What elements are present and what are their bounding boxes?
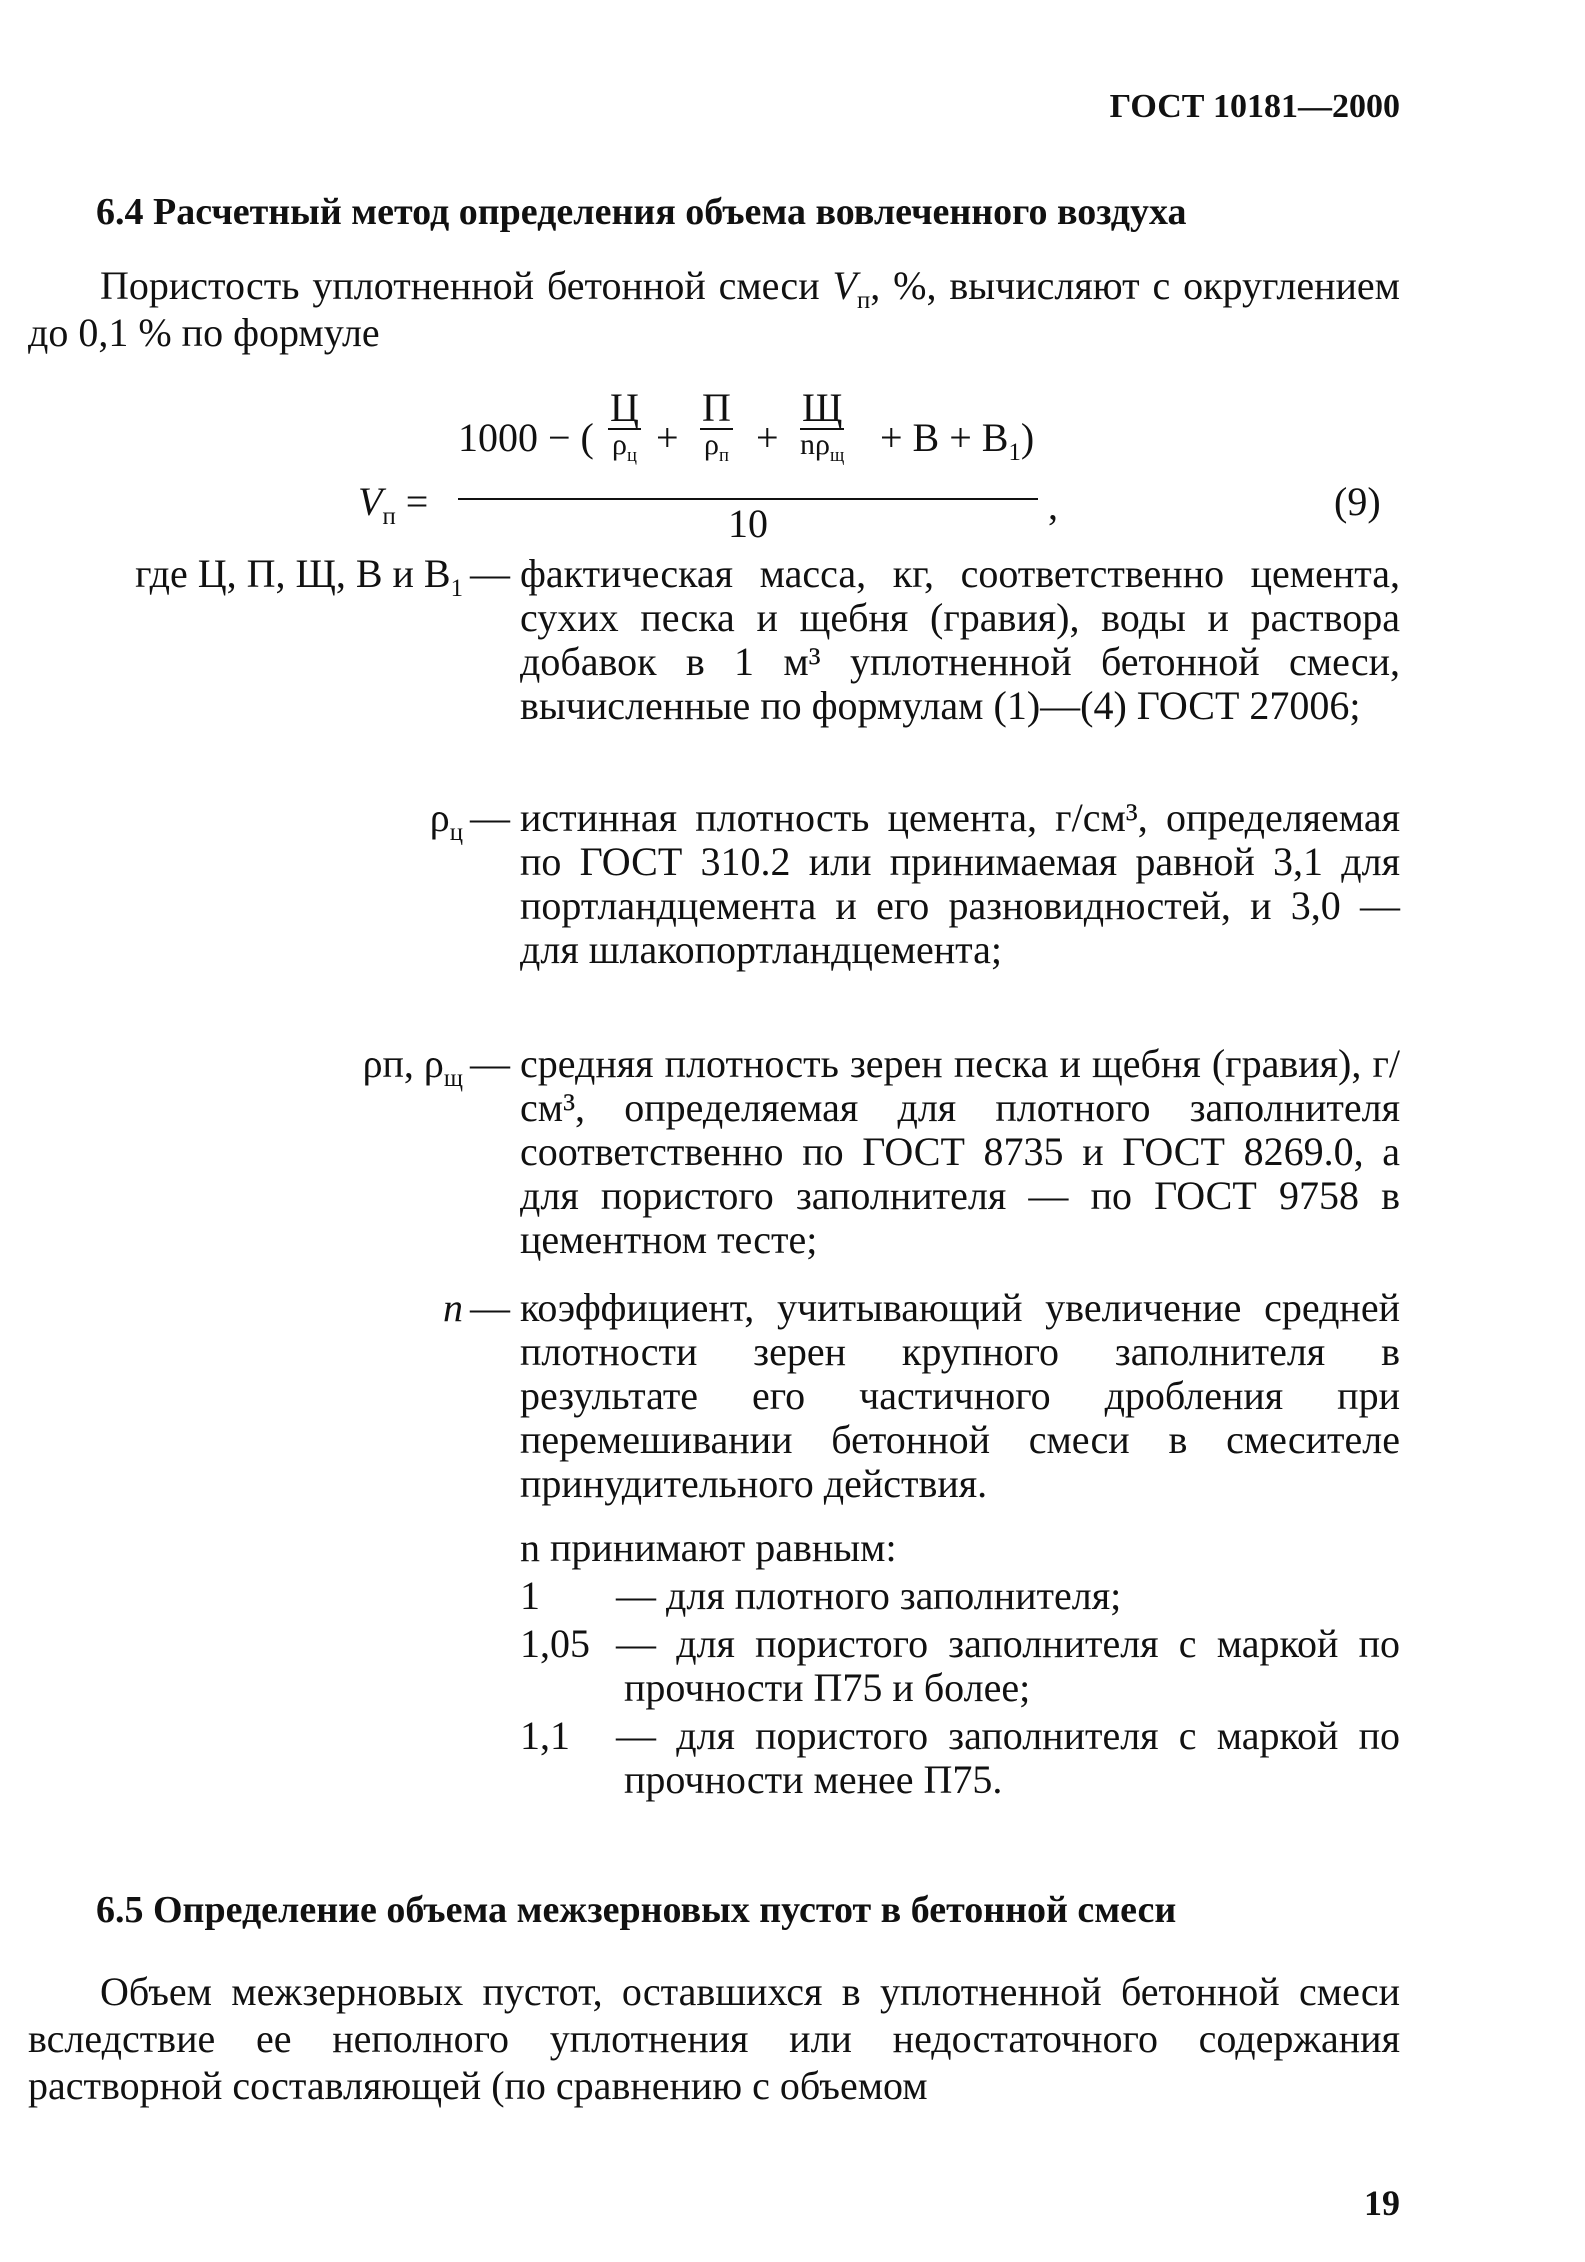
n-value-text: — для пористого заполнителя с маркой по прочности П75 и более; xyxy=(616,1621,1400,1710)
section-6-5-paragraph: Объем межзерновых пустот, оставшихся в уплотненной бетонной смеси вследствие ее неполного уплотнения или недостаточного содержания растворной составляющей (по сравнению с объемом xyxy=(28,1969,1400,2108)
definition-symbol: n xyxy=(443,1285,463,1330)
definition-dash: — xyxy=(470,551,510,596)
section-heading-6-4: 6.4 Расчетный метод определения объема вовлеченного воздуха xyxy=(96,191,1187,233)
formula-comma: , xyxy=(1048,483,1058,528)
formula-number: (9) xyxy=(1334,479,1381,524)
formula-lhs: $V_п$ = xyxy=(358,479,429,530)
definition-symbol: $\rho_ц$ xyxy=(429,795,463,846)
definition-text: фактическая масса, кг, соответственно цемента, сухих песка и щебня (гравия), воды и раствора добавок в 1 м³ уплотненной бетонной смеси, вычисленные по формулам (1)—(4) ГОСТ 27006; xyxy=(520,551,1400,728)
definition-symbol: где Ц, П, Щ, В и $В_1$ xyxy=(135,551,463,602)
page-number: 19 xyxy=(1364,2183,1400,2223)
definition-text: истинная плотность цемента, г/см³, определяемая по ГОСТ 310.2 или принимаемая равной 3,1 для портландцемента и его разновидностей, и 3,0 — для шлакопортландцемента; xyxy=(520,795,1400,972)
n-intro: n принимают равным: xyxy=(520,1525,897,1570)
definition-dash: — xyxy=(470,795,510,840)
definition-text: средняя плотность зерен песка и щебня (гравия), г/см³, определяемая для плотного заполнителя соответственно по ГОСТ 8735 и ГОСТ 8269.0, а для пористого заполнителя — по ГОСТ 9758 в цементном тесте; xyxy=(520,1041,1400,1262)
formula-numerator-tail: + $В + В_1$) xyxy=(880,415,1035,466)
fraction-cement: Ц $\rho_ц$ xyxy=(610,385,639,466)
intro-text-2: , %, вычисляют с округлением до 0,1 % по формуле xyxy=(28,263,1400,355)
document-header: ГОСТ 10181—2000 xyxy=(1109,88,1400,125)
plus-1: + xyxy=(656,415,679,460)
formula-numerator-start: 1000 − ( xyxy=(458,415,594,460)
definition-text: коэффициент, учитывающий увеличение средней плотности зерен крупного заполнителя в результате его частичного дробления при перемешивании бетонной смеси в смесителе принудительного действия. xyxy=(520,1285,1400,1506)
n-value-row xyxy=(520,1714,1400,1802)
definition-dash: — xyxy=(470,1285,510,1330)
fraction-gravel: Щ $n\rho_щ$ xyxy=(800,385,845,466)
intro-text-1: Пористость уплотненной бетонной смеси xyxy=(100,263,833,308)
intro-variable: V xyxy=(832,263,857,308)
intro-variable-sub: п xyxy=(856,287,871,314)
section-heading-6-5: 6.5 Определение объема межзерновых пустот в бетонной смеси xyxy=(96,1889,1177,1931)
n-value-row xyxy=(520,1574,1400,1618)
fraction-sand: П $\rho_п$ xyxy=(702,385,731,466)
formula-9 xyxy=(0,385,1585,548)
definition-symbol: ρп, $\rho_щ$ xyxy=(362,1041,463,1092)
definition-dash: — xyxy=(470,1041,510,1086)
plus-2: + xyxy=(756,415,779,460)
n-value: 1 xyxy=(520,1573,540,1618)
intro-paragraph xyxy=(28,262,1400,356)
formula-denominator: 10 xyxy=(728,501,768,546)
n-value-text: — для плотного заполнителя; xyxy=(616,1573,1122,1618)
n-value: 1,05 xyxy=(520,1621,590,1666)
n-value: 1,1 xyxy=(520,1713,570,1758)
n-value-row xyxy=(520,1622,1400,1710)
n-value-text: — для пористого заполнителя с маркой по прочности менее П75. xyxy=(616,1713,1400,1802)
